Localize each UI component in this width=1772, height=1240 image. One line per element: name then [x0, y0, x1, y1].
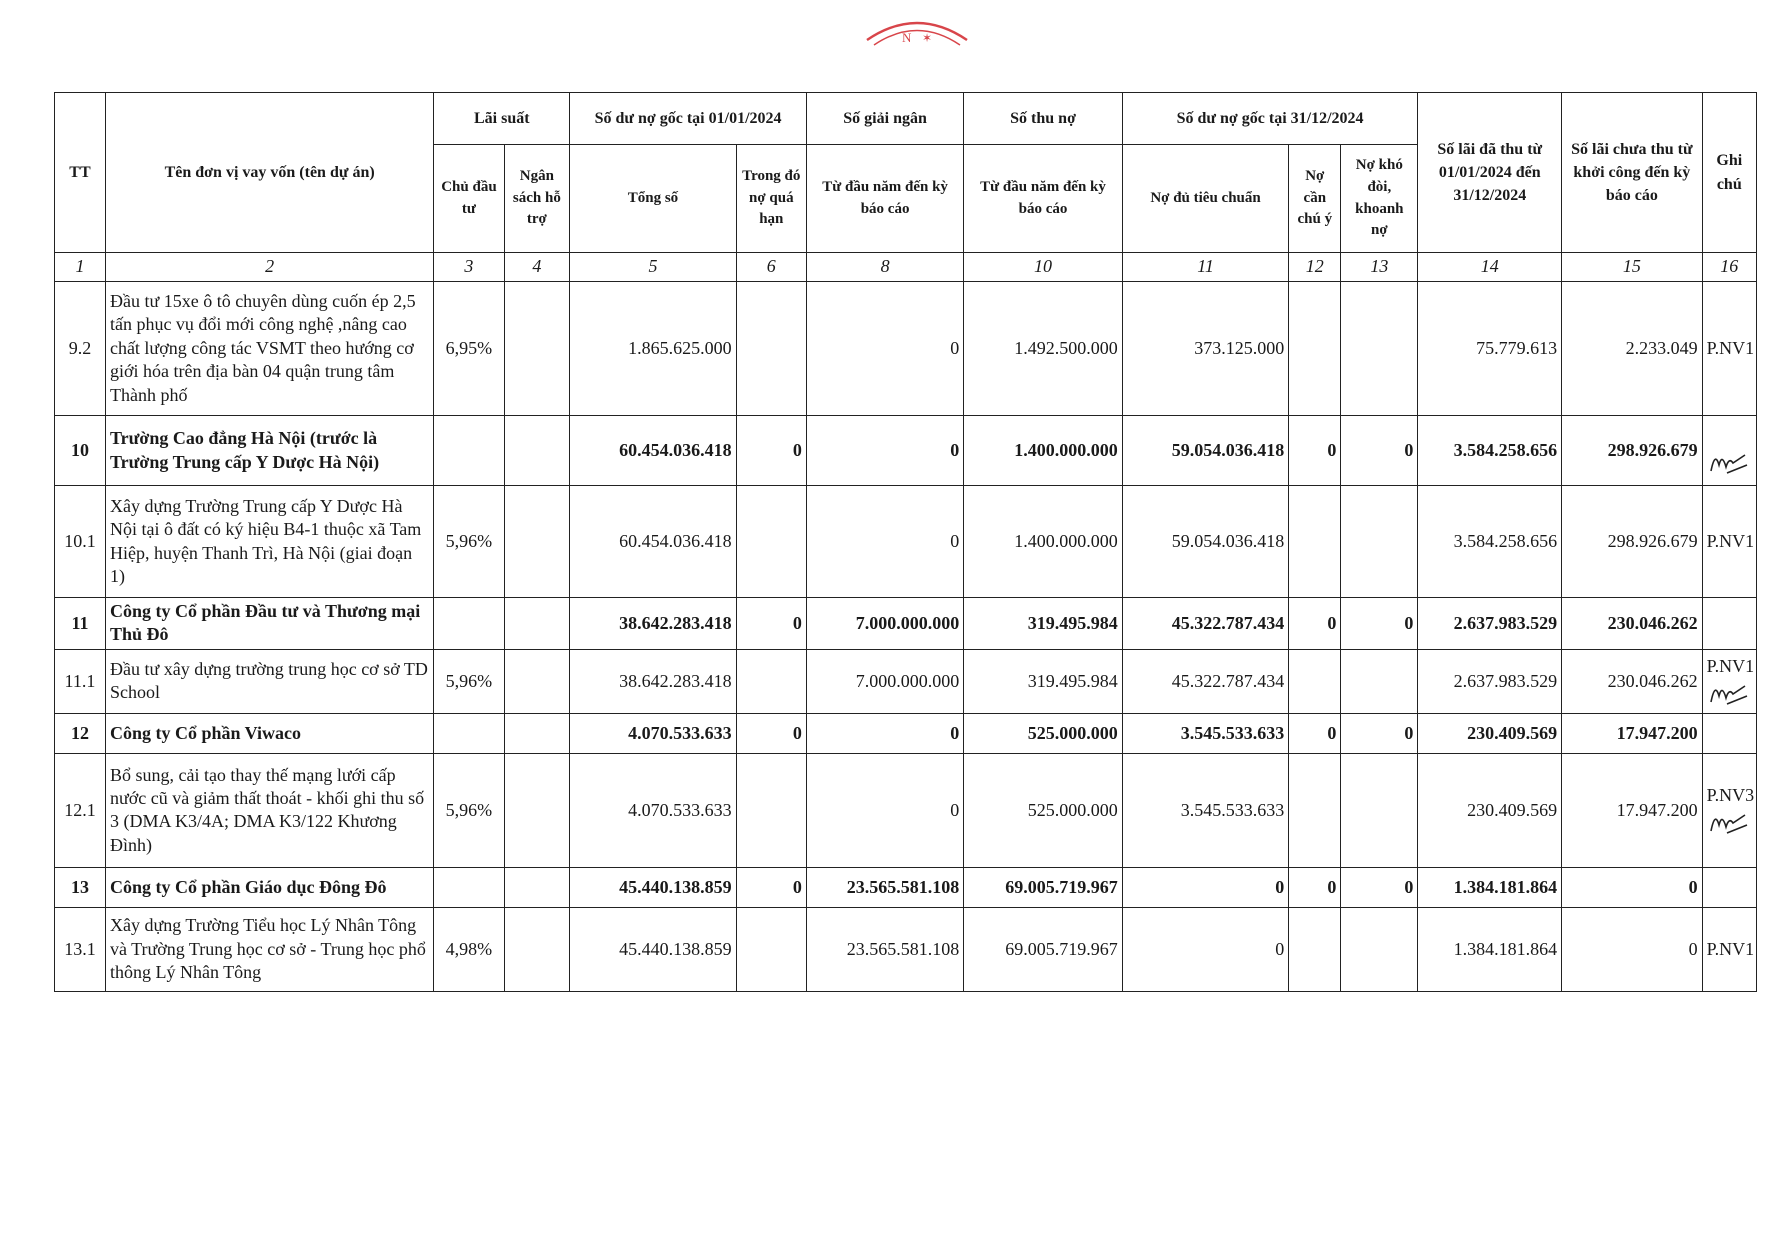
cell-interest-uncollected: 0: [1562, 907, 1702, 991]
column-index: 13: [1341, 253, 1418, 282]
cell-disbursed: 0: [806, 713, 963, 753]
cell-disbursed: 0: [806, 753, 963, 867]
cell-collected: 525.000.000: [964, 753, 1123, 867]
cell-debt-doubtful: [1341, 649, 1418, 713]
cell-debt-doubtful: [1341, 753, 1418, 867]
column-index: 14: [1418, 253, 1562, 282]
header-debt-attention: Nợ cần chú ý: [1289, 145, 1341, 253]
cell-balance-start-overdue: [736, 486, 806, 598]
cell-collected: 69.005.719.967: [964, 907, 1123, 991]
cell-balance-start-overdue: [736, 649, 806, 713]
cell-rate-owner: 5,96%: [434, 486, 504, 598]
cell-interest-uncollected: 298.926.679: [1562, 486, 1702, 598]
column-index: 2: [105, 253, 433, 282]
header-tt: TT: [55, 93, 106, 253]
handwritten-initials-signature: [1707, 447, 1751, 477]
cell-interest-uncollected: 17.947.200: [1562, 713, 1702, 753]
cell-interest-uncollected: 0: [1562, 867, 1702, 907]
cell-note: P.NV1: [1702, 907, 1756, 991]
cell-disbursed: 23.565.581.108: [806, 867, 963, 907]
header-interest-rate: Lãi suất: [434, 93, 570, 145]
cell-debt-attention: 0: [1289, 713, 1341, 753]
handwritten-initials-signature: [1707, 678, 1751, 708]
cell-rate-budget: [504, 416, 570, 486]
cell-rate-budget: [504, 282, 570, 416]
cell-borrower-name: Trường Cao đẳng Hà Nội (trước là Trường Trung cấp Y Dược Hà Nội): [105, 416, 433, 486]
cell-debt-standard: 3.545.533.633: [1122, 753, 1288, 867]
cell-collected: 1.400.000.000: [964, 486, 1123, 598]
cell-borrower-name: Đầu tư xây dựng trường trung học cơ sở TD School: [105, 649, 433, 713]
cell-collected: 319.495.984: [964, 598, 1123, 650]
cell-balance-start-total: 45.440.138.859: [570, 867, 736, 907]
table-row: [55, 486, 1757, 598]
cell-debt-attention: 0: [1289, 416, 1341, 486]
cell-note: [1702, 416, 1756, 486]
cell-debt-standard: 59.054.036.418: [1122, 416, 1288, 486]
cell-disbursed: 0: [806, 486, 963, 598]
cell-debt-doubtful: 0: [1341, 713, 1418, 753]
column-index: 10: [964, 253, 1123, 282]
cell-tt: 11.1: [55, 649, 106, 713]
cell-tt: 13: [55, 867, 106, 907]
cell-debt-standard: 0: [1122, 867, 1288, 907]
header-interest-uncollected: Số lãi chưa thu từ khởi công đến kỳ báo cáo: [1562, 93, 1702, 253]
cell-debt-standard: 45.322.787.434: [1122, 649, 1288, 713]
cell-collected: 1.492.500.000: [964, 282, 1123, 416]
column-index: 6: [736, 253, 806, 282]
cell-rate-budget: [504, 649, 570, 713]
cell-interest-collected: 3.584.258.656: [1418, 416, 1562, 486]
cell-debt-doubtful: [1341, 907, 1418, 991]
cell-balance-start-total: 38.642.283.418: [570, 598, 736, 650]
cell-interest-collected: 2.637.983.529: [1418, 649, 1562, 713]
header-rate-budget: Ngân sách hỗ trợ: [504, 145, 570, 253]
cell-disbursed: 7.000.000.000: [806, 598, 963, 650]
red-seal-stamp: [862, 12, 972, 52]
cell-interest-uncollected: 2.233.049: [1562, 282, 1702, 416]
cell-rate-owner: [434, 867, 504, 907]
cell-debt-doubtful: 0: [1341, 867, 1418, 907]
header-collected: Số thu nợ: [964, 93, 1123, 145]
svg-text:✶: ✶: [922, 31, 933, 45]
cell-balance-start-overdue: 0: [736, 867, 806, 907]
cell-tt: 9.2: [55, 282, 106, 416]
table-row: [55, 649, 1757, 713]
cell-disbursed: 7.000.000.000: [806, 649, 963, 713]
header-balance-end: Số dư nợ gốc tại 31/12/2024: [1122, 93, 1418, 145]
cell-balance-start-total: 1.865.625.000: [570, 282, 736, 416]
table-row: [55, 598, 1757, 650]
loan-report-table: [54, 92, 1757, 992]
cell-rate-owner: [434, 713, 504, 753]
cell-note: [1702, 713, 1756, 753]
cell-rate-budget: [504, 753, 570, 867]
cell-note: P.NV1: [1702, 486, 1756, 598]
cell-balance-start-total: 60.454.036.418: [570, 486, 736, 598]
cell-note: P.NV3: [1702, 753, 1756, 867]
handwritten-initials-signature: [1707, 807, 1751, 837]
cell-note: [1702, 867, 1756, 907]
header-debt-standard: Nợ đủ tiêu chuẩn: [1122, 145, 1288, 253]
cell-balance-start-total: 4.070.533.633: [570, 713, 736, 753]
cell-rate-budget: [504, 486, 570, 598]
table-row: [55, 867, 1757, 907]
cell-balance-start-overdue: 0: [736, 713, 806, 753]
column-index: 11: [1122, 253, 1288, 282]
cell-rate-budget: [504, 713, 570, 753]
header-rate-owner: Chủ đầu tư: [434, 145, 504, 253]
cell-tt: 12: [55, 713, 106, 753]
cell-rate-owner: 5,96%: [434, 753, 504, 867]
header-balance-start: Số dư nợ gốc tại 01/01/2024: [570, 93, 807, 145]
cell-rate-owner: [434, 598, 504, 650]
cell-debt-attention: 0: [1289, 867, 1341, 907]
header-collected-ytd: Từ đầu năm đến kỳ báo cáo: [964, 145, 1123, 253]
cell-borrower-name: Công ty Cổ phần Viwaco: [105, 713, 433, 753]
cell-interest-collected: 1.384.181.864: [1418, 867, 1562, 907]
cell-interest-collected: 1.384.181.864: [1418, 907, 1562, 991]
header-disbursed: Số giải ngân: [806, 93, 963, 145]
cell-collected: 1.400.000.000: [964, 416, 1123, 486]
column-index: 15: [1562, 253, 1702, 282]
column-index: 5: [570, 253, 736, 282]
cell-balance-start-overdue: [736, 907, 806, 991]
cell-rate-owner: [434, 416, 504, 486]
cell-collected: 69.005.719.967: [964, 867, 1123, 907]
cell-debt-standard: 59.054.036.418: [1122, 486, 1288, 598]
cell-interest-uncollected: 298.926.679: [1562, 416, 1702, 486]
column-index: 1: [55, 253, 106, 282]
column-index: 16: [1702, 253, 1756, 282]
cell-note: P.NV1: [1702, 649, 1756, 713]
header-disbursed-ytd: Từ đầu năm đến kỳ báo cáo: [806, 145, 963, 253]
cell-tt: 10: [55, 416, 106, 486]
cell-rate-budget: [504, 598, 570, 650]
table-row: [55, 907, 1757, 991]
table-row: [55, 713, 1757, 753]
cell-collected: 525.000.000: [964, 713, 1123, 753]
cell-note: [1702, 598, 1756, 650]
cell-borrower-name: Xây dựng Trường Tiểu học Lý Nhân Tông và Trường Trung học cơ sở - Trung học phổ thông Lý Nhân Tông: [105, 907, 433, 991]
cell-interest-uncollected: 17.947.200: [1562, 753, 1702, 867]
cell-borrower-name: Công ty Cổ phần Giáo dục Đông Đô: [105, 867, 433, 907]
cell-balance-start-total: 4.070.533.633: [570, 753, 736, 867]
cell-rate-owner: 4,98%: [434, 907, 504, 991]
column-index: 8: [806, 253, 963, 282]
cell-debt-standard: 3.545.533.633: [1122, 713, 1288, 753]
cell-rate-budget: [504, 867, 570, 907]
header-note: Ghi chú: [1702, 93, 1756, 253]
cell-debt-attention: [1289, 753, 1341, 867]
cell-interest-collected: 2.637.983.529: [1418, 598, 1562, 650]
cell-borrower-name: Công ty Cổ phần Đầu tư và Thương mại Thủ Đô: [105, 598, 433, 650]
column-index: 3: [434, 253, 504, 282]
header-balance-start-overdue: Trong đó nợ quá hạn: [736, 145, 806, 253]
cell-disbursed: 23.565.581.108: [806, 907, 963, 991]
table-row: [55, 282, 1757, 416]
cell-borrower-name: Xây dựng Trường Trung cấp Y Dược Hà Nội tại ô đất có ký hiệu B4-1 thuộc xã Tam Hiệp, huyện Thanh Trì, Hà Nội (giai đoạn 1): [105, 486, 433, 598]
cell-debt-attention: [1289, 486, 1341, 598]
cell-balance-start-total: 60.454.036.418: [570, 416, 736, 486]
cell-interest-collected: 230.409.569: [1418, 753, 1562, 867]
cell-debt-attention: [1289, 282, 1341, 416]
table-row: [55, 753, 1757, 867]
column-index: 12: [1289, 253, 1341, 282]
cell-borrower-name: Đầu tư 15xe ô tô chuyên dùng cuốn ép 2,5 tấn phục vụ đổi mới công nghệ ,nâng cao chất lượng công tác VSMT theo hướng cơ giới hóa trên địa bàn 04 quận trung tâm Thành phố: [105, 282, 433, 416]
cell-tt: 11: [55, 598, 106, 650]
cell-rate-owner: 6,95%: [434, 282, 504, 416]
cell-interest-collected: 75.779.613: [1418, 282, 1562, 416]
cell-debt-attention: [1289, 907, 1341, 991]
cell-tt: 13.1: [55, 907, 106, 991]
header-balance-start-total: Tổng số: [570, 145, 736, 253]
cell-interest-collected: 3.584.258.656: [1418, 486, 1562, 598]
cell-rate-owner: 5,96%: [434, 649, 504, 713]
cell-debt-standard: 373.125.000: [1122, 282, 1288, 416]
cell-debt-standard: 45.322.787.434: [1122, 598, 1288, 650]
cell-borrower-name: Bổ sung, cải tạo thay thế mạng lưới cấp nước cũ và giảm thất thoát - khối ghi thu số 3 (DMA K3/4A; DMA K3/122 Khương Đình): [105, 753, 433, 867]
cell-debt-doubtful: [1341, 486, 1418, 598]
cell-debt-attention: [1289, 649, 1341, 713]
cell-debt-doubtful: [1341, 282, 1418, 416]
cell-balance-start-overdue: 0: [736, 416, 806, 486]
svg-text:N: N: [902, 30, 912, 45]
cell-disbursed: 0: [806, 282, 963, 416]
cell-rate-budget: [504, 907, 570, 991]
cell-balance-start-overdue: 0: [736, 598, 806, 650]
cell-disbursed: 0: [806, 416, 963, 486]
header-interest-collected: Số lãi đã thu từ 01/01/2024 đến 31/12/2024: [1418, 93, 1562, 253]
cell-note: P.NV1: [1702, 282, 1756, 416]
cell-debt-doubtful: 0: [1341, 598, 1418, 650]
cell-balance-start-overdue: [736, 753, 806, 867]
cell-debt-doubtful: 0: [1341, 416, 1418, 486]
cell-tt: 10.1: [55, 486, 106, 598]
table-row: [55, 416, 1757, 486]
cell-debt-attention: 0: [1289, 598, 1341, 650]
cell-collected: 319.495.984: [964, 649, 1123, 713]
cell-interest-collected: 230.409.569: [1418, 713, 1562, 753]
cell-balance-start-overdue: [736, 282, 806, 416]
column-index: 4: [504, 253, 570, 282]
cell-interest-uncollected: 230.046.262: [1562, 649, 1702, 713]
table-body: [55, 282, 1757, 992]
cell-balance-start-total: 38.642.283.418: [570, 649, 736, 713]
cell-debt-standard: 0: [1122, 907, 1288, 991]
cell-tt: 12.1: [55, 753, 106, 867]
cell-balance-start-total: 45.440.138.859: [570, 907, 736, 991]
header-borrower-name: Tên đơn vị vay vốn (tên dự án): [105, 93, 433, 253]
header-debt-doubtful: Nợ khó đòi, khoanh nợ: [1341, 145, 1418, 253]
cell-interest-uncollected: 230.046.262: [1562, 598, 1702, 650]
